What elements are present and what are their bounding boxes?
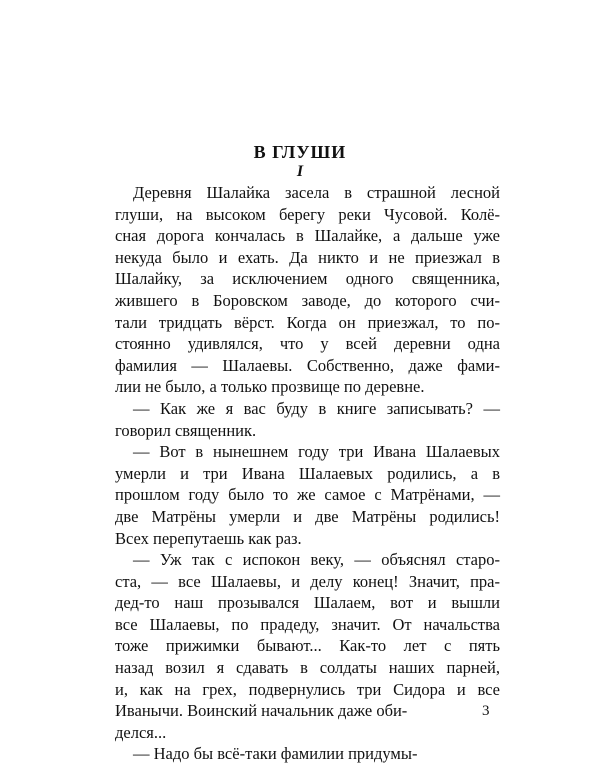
text-line: Шалайку, за исключением одного священника, [115, 269, 500, 289]
text-line: умерли и три Ивана Шалаевых родились, а в [115, 463, 500, 483]
text-line: Иванычи. Воинский начальник даже оби- [115, 701, 408, 721]
text-line: — Вот в нынешнем году три Ивана Шалаевых [133, 442, 500, 462]
text-line: — Как же я вас буду в книге записывать? — [133, 398, 500, 418]
text-line: — Уж так с испокон веку, — объяснял старо- [133, 550, 500, 570]
text-line: некуда было и ехать. Да никто и не приезжал в [115, 247, 500, 267]
text-line: делся... [115, 722, 167, 742]
body-text [115, 182, 500, 765]
text-line: назад возил я сдавать в солдаты наших парней, [115, 658, 500, 678]
chapter-number: I [296, 163, 304, 180]
text-line: ста, — все Шалаевы, и делу конец! Значит, пра- [115, 571, 500, 591]
text-line: жившего в Боровском заводе, до которого счи- [115, 290, 500, 310]
text-line: лии не было, а только прозвище по деревне. [115, 377, 425, 397]
text-line: тоже прижимки бывают... Как-то лет с пять [115, 636, 500, 656]
text-line: говорил священник. [115, 420, 257, 440]
text-line: — Надо бы всё-таки фамилии придумы- [133, 744, 418, 764]
text-line: все Шалаевы, по прадеду, значит. От начальства [115, 614, 500, 634]
text-line: сная дорога кончалась в Шалайке, а дальше уже [115, 226, 500, 246]
text-line: тали тридцать вёрст. Когда он приезжал, то по- [115, 312, 500, 332]
text-line: прошлом году было то же самое с Матрёнами, — [115, 485, 500, 505]
story-title: В ГЛУШИ [253, 142, 347, 162]
text-line: и, как на грех, подвернулись три Сидора и все [115, 679, 500, 699]
page-number: 3 [482, 703, 490, 719]
text-line: фамилия — Шалаевы. Собственно, даже фами- [115, 355, 500, 375]
text-line: Всех перепутаешь как раз. [115, 528, 302, 548]
text-line: глуши, на высоком берегу реки Чусовой. Колё- [115, 204, 500, 224]
text-line: дед-то наш прозывался Шалаем, вот и вышли [115, 593, 500, 613]
text-line: Деревня Шалайка засела в страшной лесной [133, 183, 500, 202]
text-line: две Матрёны умерли и две Матрёны родились! [115, 506, 500, 526]
text-line: стоянно удивлялся, что у всей деревни одна [115, 334, 500, 354]
